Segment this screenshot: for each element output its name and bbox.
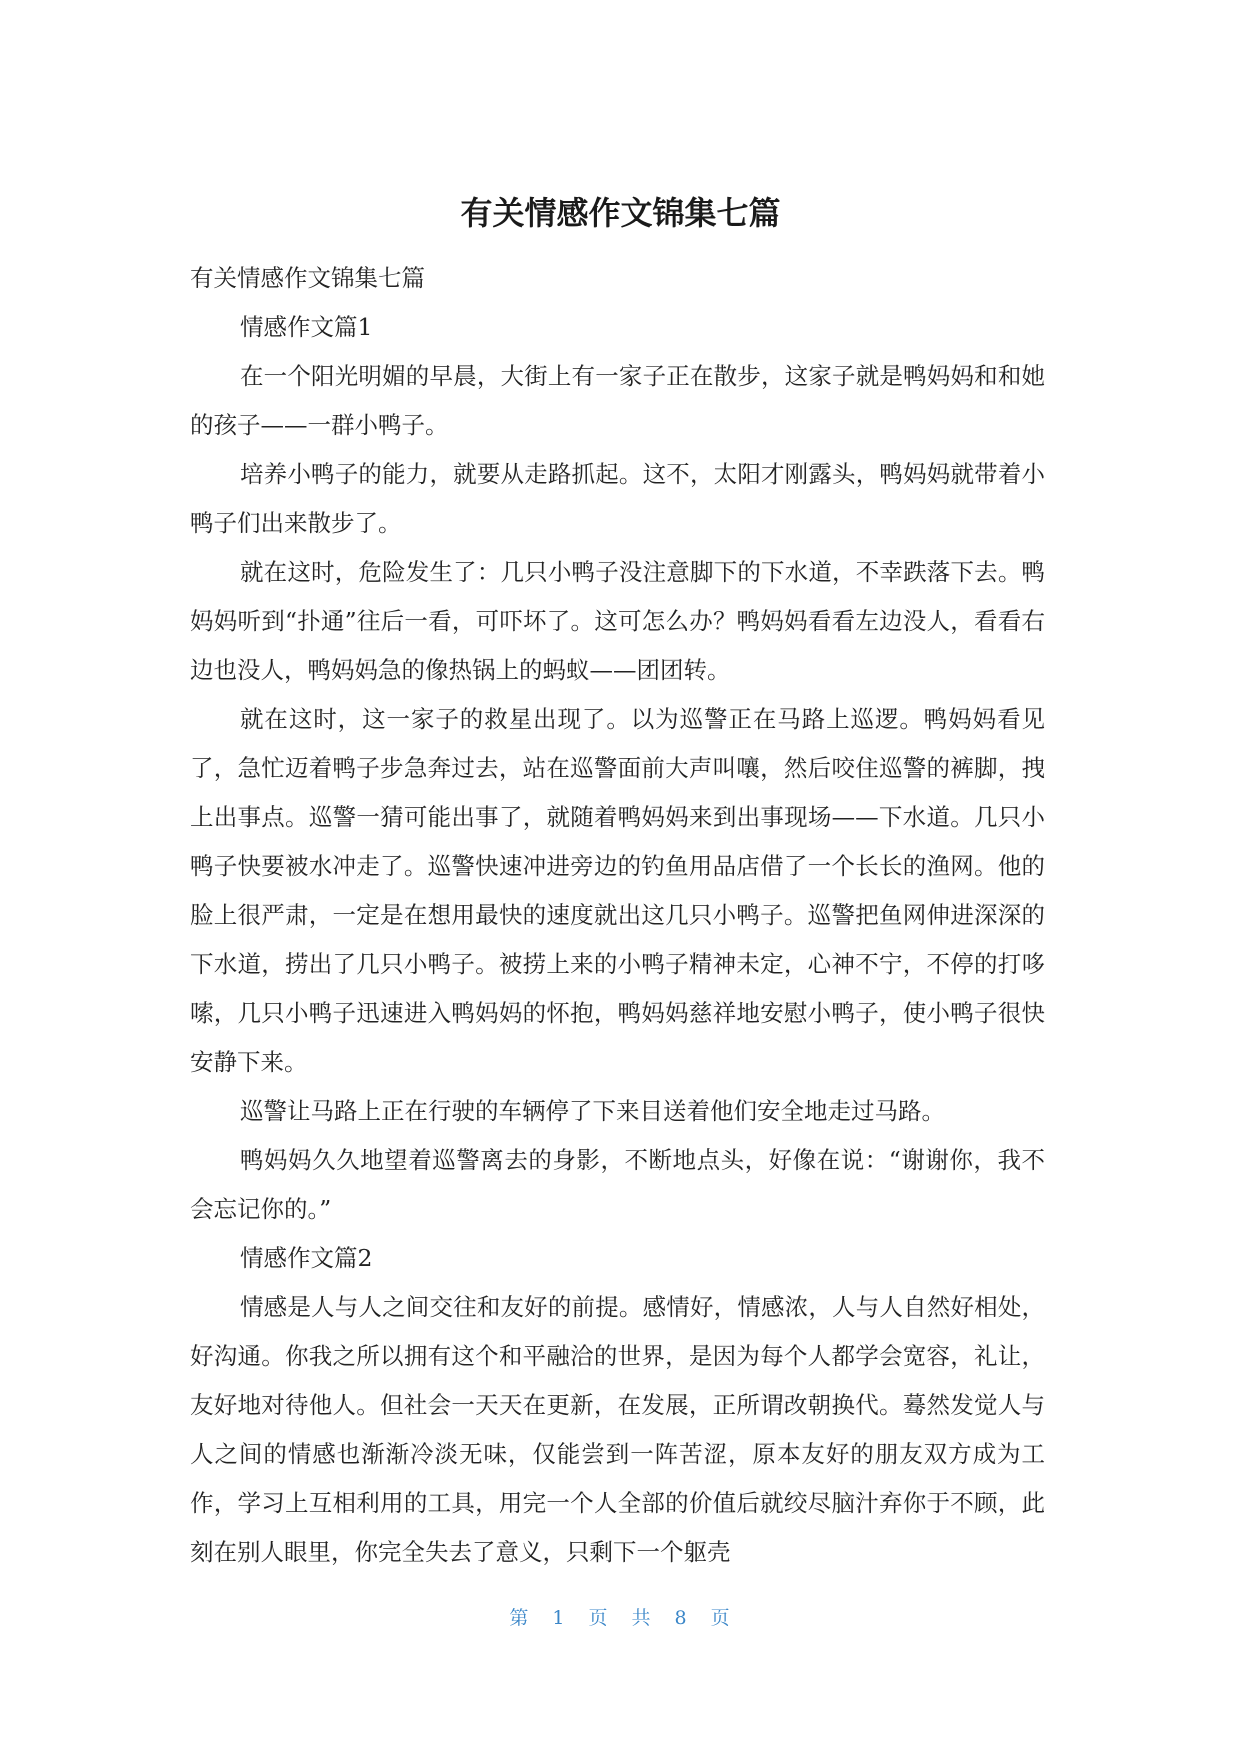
- paragraph: 就在这时，这一家子的救星出现了。以为巡警正在马路上巡逻。鸭妈妈看见了，急忙迈着鸭子步急奔过去，站在巡警面前大声叫嚷，然后咬住巡警的裤脚，拽上出事点。巡警一猜可能出事了，就随着鸭妈妈来到出事现场——下水道。几只小鸭子快要被水冲走了。巡警快速冲进旁边的钓鱼用品店借了一个长长的渔网。他的脸上很严肃，一定是在想用最快的速度就出这几只小鸭子。巡警把鱼网伸进深深的下水道，捞出了几只小鸭子。被捞上来的小鸭子精神未定，心神不宁，不停的打哆嗦，几只小鸭子迅速进入鸭妈妈的怀抱，鸭妈妈慈祥地安慰小鸭子，使小鸭子很快安静下来。: [190, 705, 1045, 1076]
- paragraph: 培养小鸭子的能力，就要从走路抓起。这不，太阳才刚露头，鸭妈妈就带着小鸭子们出来散步了。: [190, 460, 1045, 537]
- section-heading: 情感作文篇1: [240, 313, 373, 341]
- paragraph: 就在这时，危险发生了：几只小鸭子没注意脚下的下水道，不幸跌落下去。鸭妈妈听到“扑通”往后一看，可吓坏了。这可怎么办？鸭妈妈看看左边没人，看看右边也没人，鸭妈妈急的像热锅上的蚂蚁——团团转。: [190, 558, 1045, 684]
- document-body: [190, 254, 1045, 1577]
- paragraph: 情感是人与人之间交往和友好的前提。感情好，情感浓，人与人自然好相处，好沟通。你我之所以拥有这个和平融洽的世界，是因为每个人都学会宽容，礼让，友好地对待他人。但社会一天天在更新，在发展，正所谓改朝换代。蓦然发觉人与人之间的情感也渐渐冷淡无味，仅能尝到一阵苦涩，原本友好的朋友双方成为工作，学习上互相利用的工具，用完一个人全部的价值后就绞尽脑汁弃你于不顾，此刻在别人眼里，你完全失去了意义，只剩下一个躯壳: [190, 1293, 1045, 1566]
- paragraph: 鸭妈妈久久地望着巡警离去的身影，不断地点头，好像在说：“谢谢你，我不会忘记你的。”: [190, 1146, 1045, 1223]
- paragraph: 巡警让马路上正在行驶的车辆停了下来目送着他们安全地走过马路。: [240, 1097, 945, 1125]
- section-heading: 情感作文篇2: [240, 1244, 373, 1272]
- document-title: 有关情感作文锦集七篇: [460, 194, 781, 232]
- document-subtitle: 有关情感作文锦集七篇: [190, 264, 425, 292]
- page-footer: 第 1 页 共 8 页: [509, 1607, 732, 1629]
- paragraph: 在一个阳光明媚的早晨，大街上有一家子正在散步，这家子就是鸭妈妈和和她的孩子——一群小鸭子。: [190, 362, 1045, 439]
